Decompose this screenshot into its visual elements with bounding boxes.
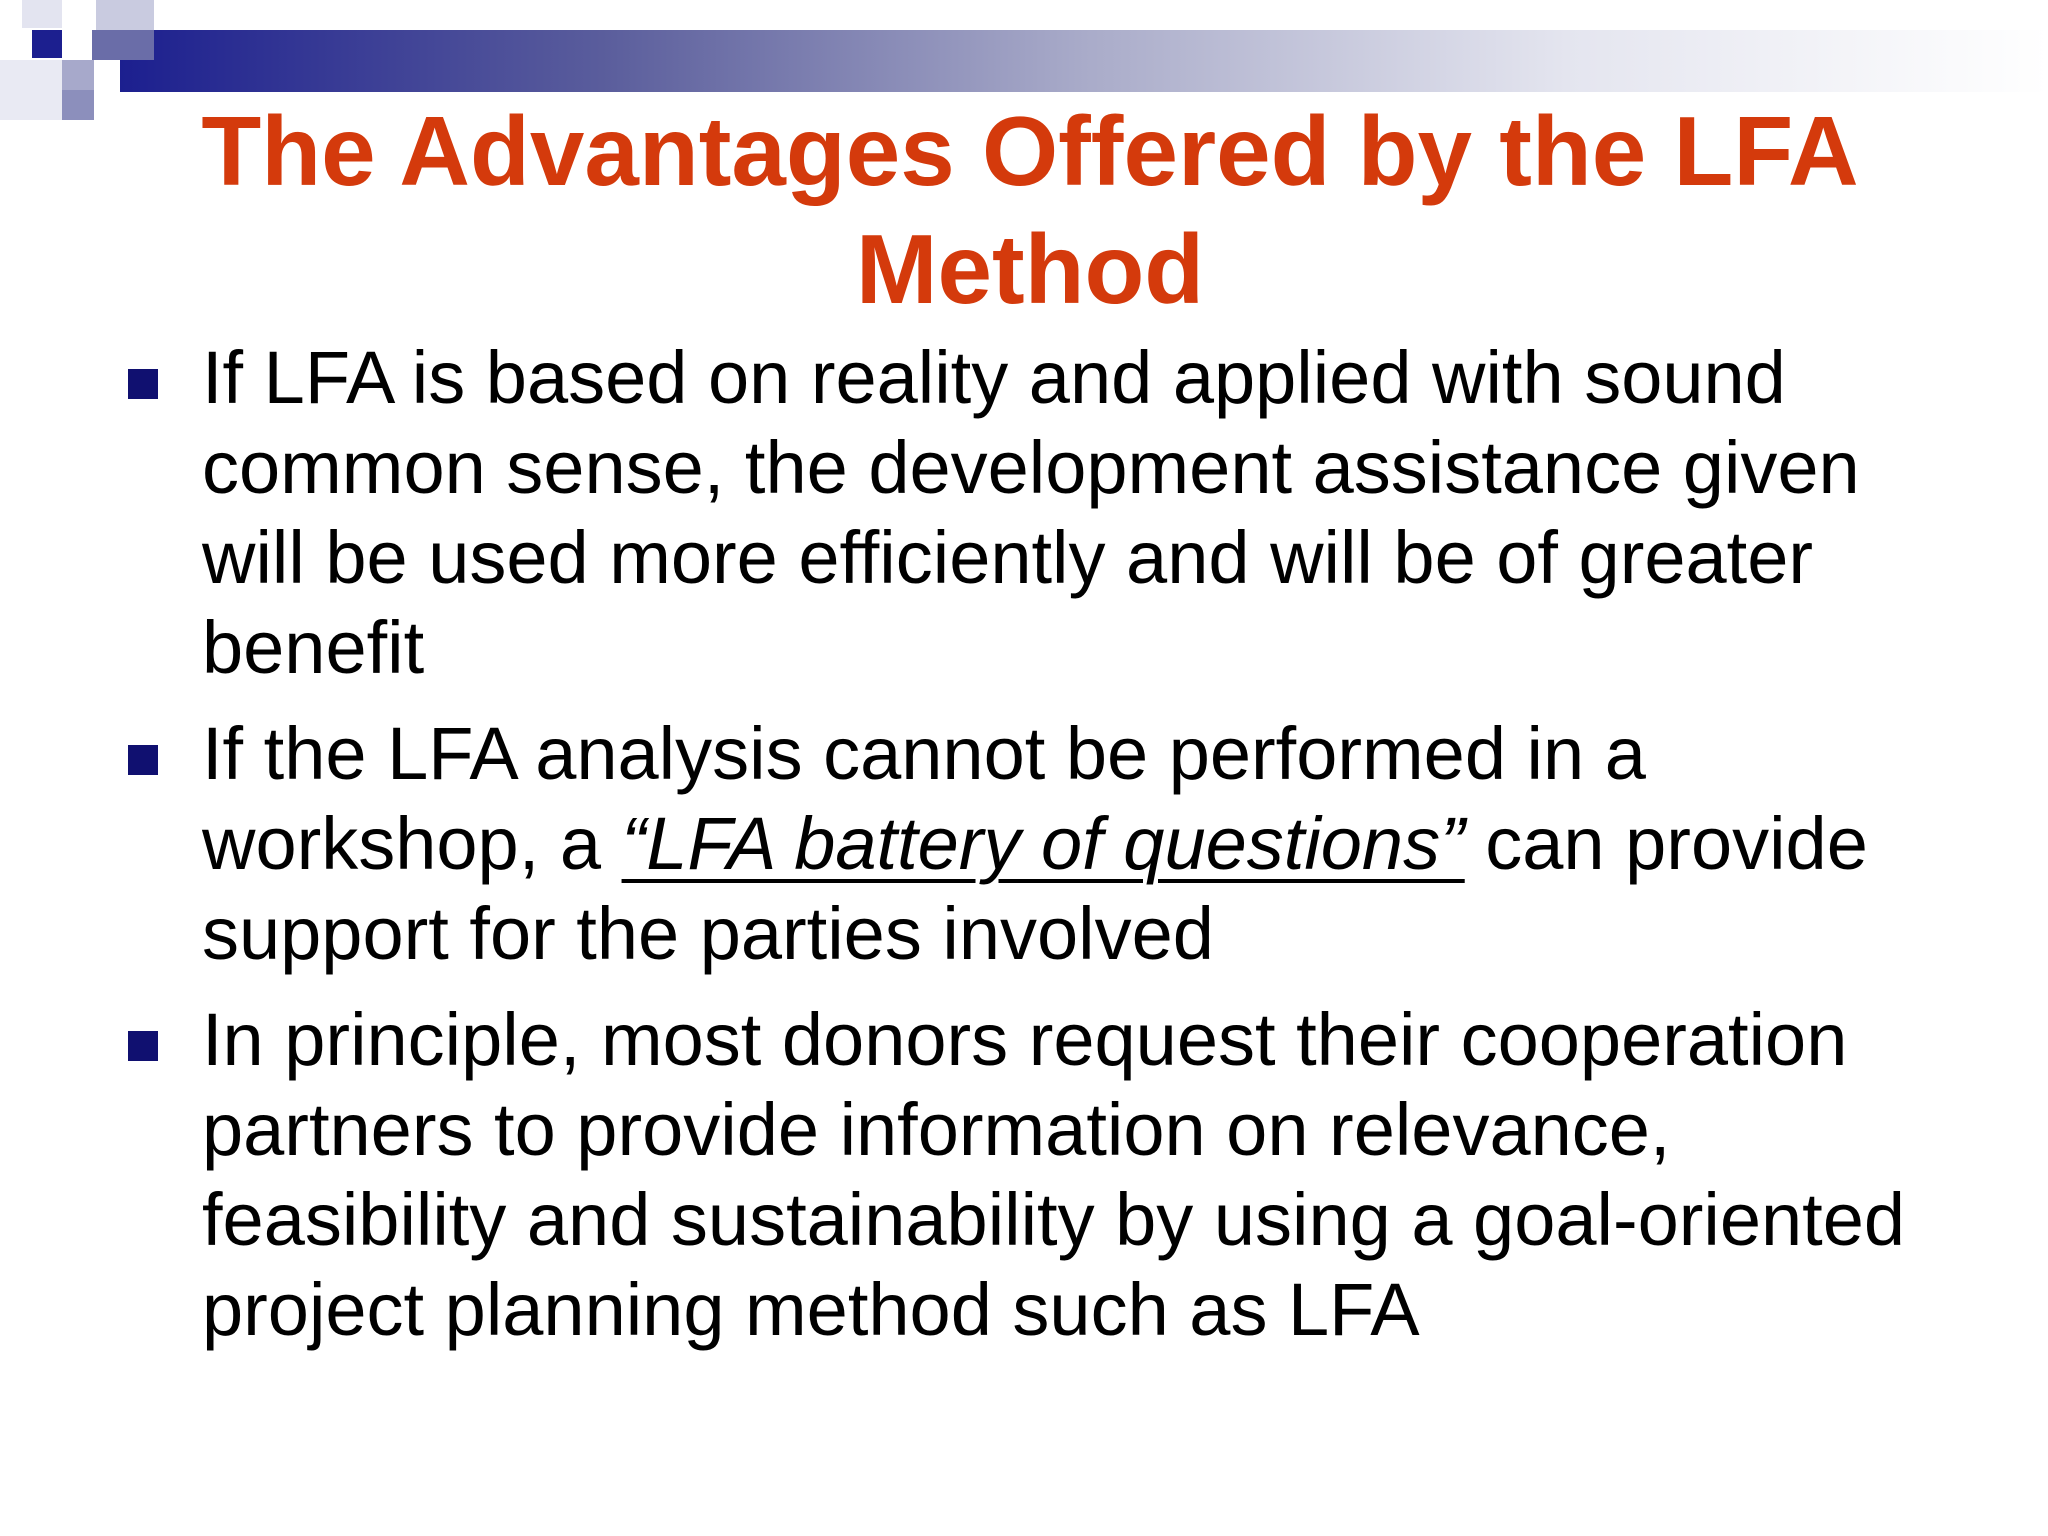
header-square-decoration (62, 60, 94, 90)
bullet-item (128, 333, 1968, 693)
bullet-text: If LFA is based on reality and applied with sound common sense, the development assistance given will be used more efficiently and will be of greater benefit (202, 336, 1860, 689)
header-square-decoration (32, 30, 62, 58)
header-square-decoration (22, 0, 62, 28)
square-bullet-icon (128, 369, 158, 399)
square-bullet-icon (128, 745, 158, 775)
bullet-text-after: can provide support for the parties involved (202, 802, 1868, 975)
bullet-item (128, 995, 1968, 1355)
square-bullet-icon (128, 1031, 158, 1061)
bullet-text: In principle, most donors request their cooperation partners to provide information on relevance, feasibility and sustainability by using a goal-oriented project planning method such as LFA (202, 998, 1906, 1351)
bullet-list (128, 333, 1968, 1371)
bullet-item (128, 709, 1968, 979)
bullet-text-before: If the LFA analysis cannot be performed in a workshop, a (202, 712, 1646, 885)
bullet-emphasis: “LFA battery of questions” (621, 802, 1465, 885)
header-square-decoration (0, 60, 62, 120)
header-square-decoration (92, 30, 154, 60)
header-gradient-bar (120, 30, 2048, 92)
header-square-decoration (96, 0, 154, 30)
slide-title: The Advantages Offered by the LFA Method (201, 96, 1859, 324)
header-square-decoration (62, 90, 94, 120)
